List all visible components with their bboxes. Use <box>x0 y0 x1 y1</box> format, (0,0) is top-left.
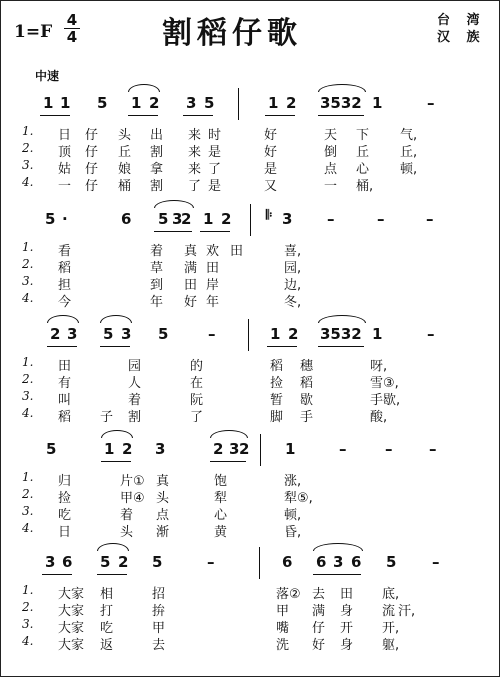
lyric-syllable: 田 <box>58 359 72 374</box>
lyric-syllable: 草 <box>150 261 164 276</box>
verse-number: 4. <box>22 291 34 305</box>
note: 3532 <box>320 94 362 112</box>
note: 3 <box>172 210 183 228</box>
lyric-syllable: 边, <box>284 278 302 293</box>
lyric-syllable: 到 <box>150 278 164 293</box>
note: 5 <box>158 325 169 343</box>
lyric-syllable: 气, <box>400 128 418 143</box>
beam <box>101 461 131 462</box>
lyric-syllable: 有 <box>58 376 72 391</box>
lyric-syllable: 田 <box>230 244 244 259</box>
lyric-syllable: 出 <box>150 128 164 143</box>
lyric-syllable: 打 <box>100 604 114 619</box>
verse-number: 4. <box>22 175 34 189</box>
lyric-syllable: 汗, <box>398 604 416 619</box>
note: 1 <box>372 94 383 112</box>
note: 3 <box>155 440 166 458</box>
lyric-syllable: 脚 <box>270 410 284 425</box>
barline <box>248 319 249 351</box>
lyric-syllable: 顶 <box>58 145 72 160</box>
lyric-syllable: 暂 <box>270 393 284 408</box>
beam <box>100 346 130 347</box>
lyric-syllable: 丘 <box>356 145 370 160</box>
note: 6 <box>62 553 73 571</box>
note: – <box>208 325 216 343</box>
note: 2 <box>50 325 61 343</box>
verse-number: 1. <box>22 124 34 138</box>
note: 6 <box>351 553 362 571</box>
lyric-syllable: 年 <box>150 295 164 310</box>
meter-top: 4 <box>66 11 78 29</box>
note: 1 <box>60 94 71 112</box>
verse-number: 2. <box>22 257 34 271</box>
lyric-syllable: 归 <box>58 474 72 489</box>
lyric-syllable: 涨, <box>284 474 302 489</box>
lyric-syllable: 捡 <box>58 491 72 506</box>
lyric-syllable: 相 <box>100 587 114 602</box>
lyric-syllable: 桶 <box>118 179 132 194</box>
note: 3 <box>282 210 293 228</box>
lyric-syllable: 大家 <box>58 587 85 602</box>
beam <box>42 574 72 575</box>
lyric-syllable: 歇 <box>300 393 314 408</box>
lyric-syllable: 下 <box>356 128 370 143</box>
note: 5 <box>97 94 108 112</box>
lyric-syllable: 酸, <box>370 410 388 425</box>
note: – <box>207 553 215 571</box>
verse-number: 4. <box>22 521 34 535</box>
tempo-marking: 中速 <box>35 69 60 83</box>
note: 1 <box>270 325 281 343</box>
verse-number: 1. <box>22 470 34 484</box>
lyric-syllable: 头 <box>120 525 134 540</box>
lyric-syllable: 子 <box>100 410 114 425</box>
note: – <box>426 210 434 228</box>
lyric-syllable: 流 <box>382 604 396 619</box>
lyric-syllable: 冬, <box>284 295 302 310</box>
lyric-syllable: 又 <box>264 179 278 194</box>
note: – <box>432 553 440 571</box>
lyric-syllable: 稻 <box>300 376 314 391</box>
note: 1 <box>203 210 214 228</box>
lyric-syllable: 割 <box>128 410 142 425</box>
lyric-syllable: 雪③, <box>370 376 399 391</box>
note: 1 <box>131 94 142 112</box>
beam <box>265 115 295 116</box>
lyric-syllable: 落② <box>276 587 301 602</box>
lyric-syllable: 片① <box>120 474 145 489</box>
lyric-syllable: 今 <box>58 295 72 310</box>
repeat-sign: 𝄆 <box>266 208 273 223</box>
lyric-syllable: 满 <box>184 261 198 276</box>
lyric-syllable: 甲④ <box>120 491 145 506</box>
lyric-syllable: 身 <box>340 604 354 619</box>
meter-bottom: 4 <box>66 28 78 46</box>
note: – <box>385 440 393 458</box>
lyric-syllable: 岸 <box>206 278 220 293</box>
note: 6 <box>121 210 132 228</box>
lyric-syllable: 心 <box>214 508 228 523</box>
lyric-syllable: 叫 <box>58 393 72 408</box>
barline <box>260 434 261 466</box>
time-signature <box>64 13 80 44</box>
verse-number: 3. <box>22 274 34 288</box>
barline <box>259 547 260 579</box>
note: 3 <box>121 325 132 343</box>
lyric-syllable: 时 <box>208 128 222 143</box>
verse-number: 4. <box>22 634 34 648</box>
lyric-syllable: 去 <box>152 638 166 653</box>
note: 5 <box>204 94 215 112</box>
note: · <box>62 210 68 228</box>
beam <box>318 115 364 116</box>
note: – <box>327 210 335 228</box>
lyric-syllable: 点 <box>156 508 170 523</box>
lyric-syllable: 园 <box>128 359 142 374</box>
beam <box>267 346 297 347</box>
lyric-syllable: 拚 <box>152 604 166 619</box>
lyric-syllable: 开 <box>340 621 354 636</box>
lyric-syllable: 甲 <box>152 621 166 636</box>
lyric-syllable: 稻 <box>58 261 72 276</box>
lyric-syllable: 了 <box>190 410 204 425</box>
lyric-syllable: 吃 <box>100 621 114 636</box>
note: 1 <box>372 325 383 343</box>
verse-number: 1. <box>22 240 34 254</box>
lyric-syllable: 大家 <box>58 604 85 619</box>
note: 1 <box>268 94 279 112</box>
note: 3 <box>186 94 197 112</box>
verse-number: 1. <box>22 355 34 369</box>
note: 2 <box>288 325 299 343</box>
lyric-syllable: 甲 <box>276 604 290 619</box>
lyric-syllable: 喜, <box>284 244 302 259</box>
lyric-syllable: 欢 <box>206 244 220 259</box>
lyric-syllable: 捡 <box>270 376 284 391</box>
lyric-syllable: 头 <box>156 491 170 506</box>
lyric-syllable: 头 <box>118 128 132 143</box>
note: 2 <box>122 440 133 458</box>
note: 3 <box>45 553 56 571</box>
song-title: 割稻仔歌 <box>162 16 302 51</box>
lyric-syllable: 饱 <box>214 474 228 489</box>
lyric-syllable: 天 <box>324 128 338 143</box>
lyric-syllable: 仔 <box>85 162 99 177</box>
verse-number: 3. <box>22 389 34 403</box>
lyric-syllable: 在 <box>190 376 204 391</box>
beam <box>200 231 230 232</box>
note: – <box>427 325 435 343</box>
lyric-syllable: 点 <box>324 162 338 177</box>
lyric-syllable: 洗 <box>276 638 290 653</box>
barline <box>238 88 239 120</box>
lyric-syllable: 看 <box>58 244 72 259</box>
lyric-syllable: 渐 <box>156 525 170 540</box>
lyric-syllable: 顿, <box>400 162 418 177</box>
lyric-syllable: 去 <box>312 587 326 602</box>
note: 5 <box>46 440 57 458</box>
lyric-syllable: 招 <box>152 587 166 602</box>
note: 5 <box>386 553 397 571</box>
note: 6 <box>282 553 293 571</box>
beam <box>154 231 192 232</box>
lyric-syllable: 是 <box>208 145 222 160</box>
note: 2 <box>213 440 224 458</box>
lyric-syllable: 穗 <box>300 359 314 374</box>
lyric-syllable: 好 <box>264 128 278 143</box>
lyric-syllable: 返 <box>100 638 114 653</box>
lyric-syllable: 开, <box>382 621 400 636</box>
lyric-syllable: 仔 <box>85 179 99 194</box>
lyric-syllable: 手 <box>300 410 314 425</box>
lyric-syllable: 田 <box>184 278 198 293</box>
verse-number: 1. <box>22 583 34 597</box>
verse-number: 2. <box>22 141 34 155</box>
verse-number: 3. <box>22 504 34 518</box>
lyric-syllable: 担 <box>58 278 72 293</box>
note: 3 <box>333 553 344 571</box>
lyric-syllable: 呀, <box>370 359 388 374</box>
origin-region: 台 湾 <box>437 13 486 28</box>
lyric-syllable: 桶, <box>356 179 374 194</box>
lyric-syllable: 来 <box>188 145 202 160</box>
note: 5 <box>100 553 111 571</box>
beam <box>97 574 127 575</box>
note: 3 <box>229 440 240 458</box>
lyric-syllable: 田 <box>206 261 220 276</box>
note: 3 <box>67 325 78 343</box>
note: 5 <box>158 210 169 228</box>
lyric-syllable: 倒 <box>324 145 338 160</box>
lyric-syllable: 好 <box>312 638 326 653</box>
lyric-syllable: 了 <box>208 162 222 177</box>
beam <box>210 461 246 462</box>
note: – <box>429 440 437 458</box>
lyric-syllable: 着 <box>120 508 134 523</box>
verse-number: 2. <box>22 487 34 501</box>
note: 2 <box>181 210 192 228</box>
lyric-syllable: 丘 <box>118 145 132 160</box>
lyric-syllable: 大家 <box>58 638 85 653</box>
lyric-syllable: 一 <box>324 179 338 194</box>
lyric-syllable: 来 <box>188 162 202 177</box>
note: 2 <box>239 440 250 458</box>
note: – <box>427 94 435 112</box>
lyric-syllable: 手歇, <box>370 393 401 408</box>
lyric-syllable: 了 <box>188 179 202 194</box>
note: 5 <box>103 325 114 343</box>
lyric-syllable: 真 <box>184 244 198 259</box>
note: 2 <box>221 210 232 228</box>
lyric-syllable: 阮 <box>190 393 204 408</box>
lyric-syllable: 姑 <box>58 162 72 177</box>
lyric-syllable: 拿 <box>150 162 164 177</box>
lyric-syllable: 是 <box>208 179 222 194</box>
lyric-syllable: 一 <box>58 179 72 194</box>
lyric-syllable: 稻 <box>270 359 284 374</box>
lyric-syllable: 底, <box>382 587 400 602</box>
verse-number: 4. <box>22 406 34 420</box>
note: 6 <box>316 553 327 571</box>
lyric-syllable: 田 <box>340 587 354 602</box>
note: 5 <box>152 553 163 571</box>
beam <box>128 115 158 116</box>
note: – <box>377 210 385 228</box>
note: 2 <box>286 94 297 112</box>
beam <box>183 115 213 116</box>
note: 5 <box>45 210 56 228</box>
note: 1 <box>285 440 296 458</box>
lyric-syllable: 犁 <box>214 491 228 506</box>
lyric-syllable: 年 <box>206 295 220 310</box>
lyric-syllable: 的 <box>190 359 204 374</box>
lyric-syllable: 来 <box>188 128 202 143</box>
lyric-syllable: 好 <box>264 145 278 160</box>
lyric-syllable: 娘 <box>118 162 132 177</box>
lyric-syllable: 割 <box>150 145 164 160</box>
lyric-syllable: 昏, <box>284 525 302 540</box>
lyric-syllable: 嘴 <box>276 621 290 636</box>
lyric-syllable: 园, <box>284 261 302 276</box>
lyric-syllable: 着 <box>150 244 164 259</box>
verse-number: 2. <box>22 600 34 614</box>
note: – <box>339 440 347 458</box>
key-signature: 1=F <box>14 22 53 42</box>
lyric-syllable: 躯, <box>382 638 400 653</box>
lyric-syllable: 顿, <box>284 508 302 523</box>
lyric-syllable: 好 <box>184 295 198 310</box>
lyric-syllable: 大家 <box>58 621 85 636</box>
lyric-syllable: 身 <box>340 638 354 653</box>
lyric-syllable: 黄 <box>214 525 228 540</box>
origin-ethnicity: 汉 族 <box>437 30 486 45</box>
lyric-syllable: 仔 <box>312 621 326 636</box>
verse-number: 3. <box>22 617 34 631</box>
lyric-syllable: 割 <box>150 179 164 194</box>
lyric-syllable: 丘, <box>400 145 418 160</box>
lyric-syllable: 心 <box>356 162 370 177</box>
song-origin <box>437 12 486 46</box>
beam <box>47 346 77 347</box>
lyric-syllable: 着 <box>128 393 142 408</box>
barline <box>250 204 251 236</box>
note: 3532 <box>320 325 362 343</box>
note: 1 <box>104 440 115 458</box>
lyric-syllable: 真 <box>156 474 170 489</box>
lyric-syllable: 人 <box>128 376 142 391</box>
lyric-syllable: 仔 <box>85 145 99 160</box>
lyric-syllable: 日 <box>58 128 72 143</box>
beam <box>40 115 70 116</box>
note: 2 <box>118 553 129 571</box>
lyric-syllable: 仔 <box>85 128 99 143</box>
lyric-syllable: 满 <box>312 604 326 619</box>
note: 2 <box>149 94 160 112</box>
verse-number: 3. <box>22 158 34 172</box>
beam <box>313 574 361 575</box>
lyric-syllable: 犁⑤, <box>284 491 313 506</box>
note: 1 <box>43 94 54 112</box>
beam <box>318 346 364 347</box>
lyric-syllable: 日 <box>58 525 72 540</box>
lyric-syllable: 是 <box>264 162 278 177</box>
lyric-syllable: 吃 <box>58 508 72 523</box>
lyric-syllable: 稻 <box>58 410 72 425</box>
verse-number: 2. <box>22 372 34 386</box>
